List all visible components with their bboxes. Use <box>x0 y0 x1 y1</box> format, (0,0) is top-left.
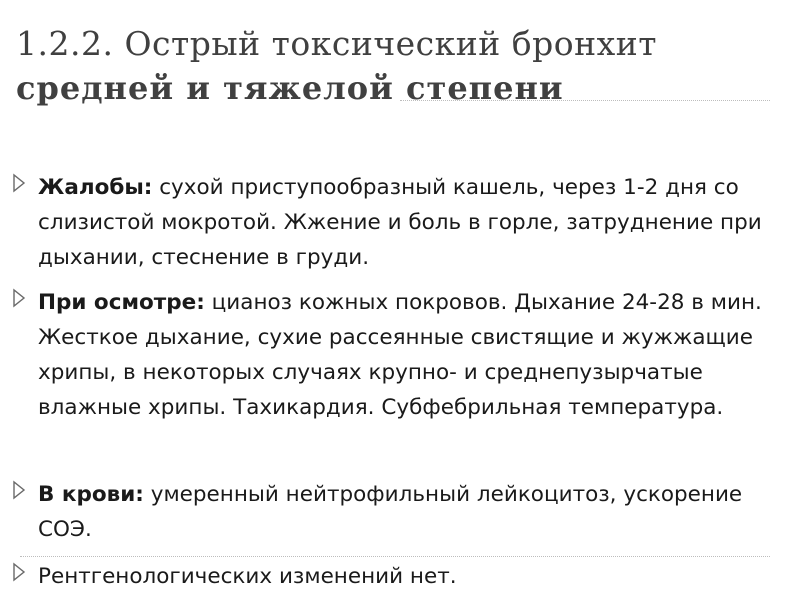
bullet-body: Рентгенологических изменений нет. <box>38 564 457 589</box>
bullet-text <box>38 170 773 275</box>
bullet-text <box>38 285 773 425</box>
slide-title <box>16 22 786 110</box>
title-line-1: 1.2.2. Острый токсический бронхит <box>16 24 657 63</box>
bullet-label: При осмотре: <box>38 290 205 315</box>
footer-divider <box>20 556 770 557</box>
bullet-label: В крови: <box>38 482 144 507</box>
bullet-body: умеренный нейтрофильный лейкоцитоз, ускорение СОЭ. <box>38 482 743 542</box>
bullet-text <box>38 477 773 547</box>
arrow-right-icon <box>12 172 26 194</box>
bullet-text <box>38 559 773 594</box>
bullet-label: Жалобы: <box>38 175 153 200</box>
title-divider <box>400 100 770 101</box>
title-line-2: средней и тяжелой степени <box>16 69 564 107</box>
arrow-right-icon <box>12 287 26 309</box>
bullet-body: сухой приступообразный кашель, через 1-2 дня со слизистой мокротой. Жжение и боль в горле, затруднение при дыхании, стеснение в груди. <box>38 175 762 270</box>
bullet-body: цианоз кожных покровов. Дыхание 24-28 в мин. Жесткое дыхание, сухие рассеянные свистящие и жужжащие хрипы, в некоторых случаях крупно- и среднепузырчатые влажные хрипы. Тахикардия. Субфебрильная температура. <box>38 290 762 420</box>
arrow-right-icon <box>12 561 26 583</box>
arrow-right-icon <box>12 479 26 501</box>
